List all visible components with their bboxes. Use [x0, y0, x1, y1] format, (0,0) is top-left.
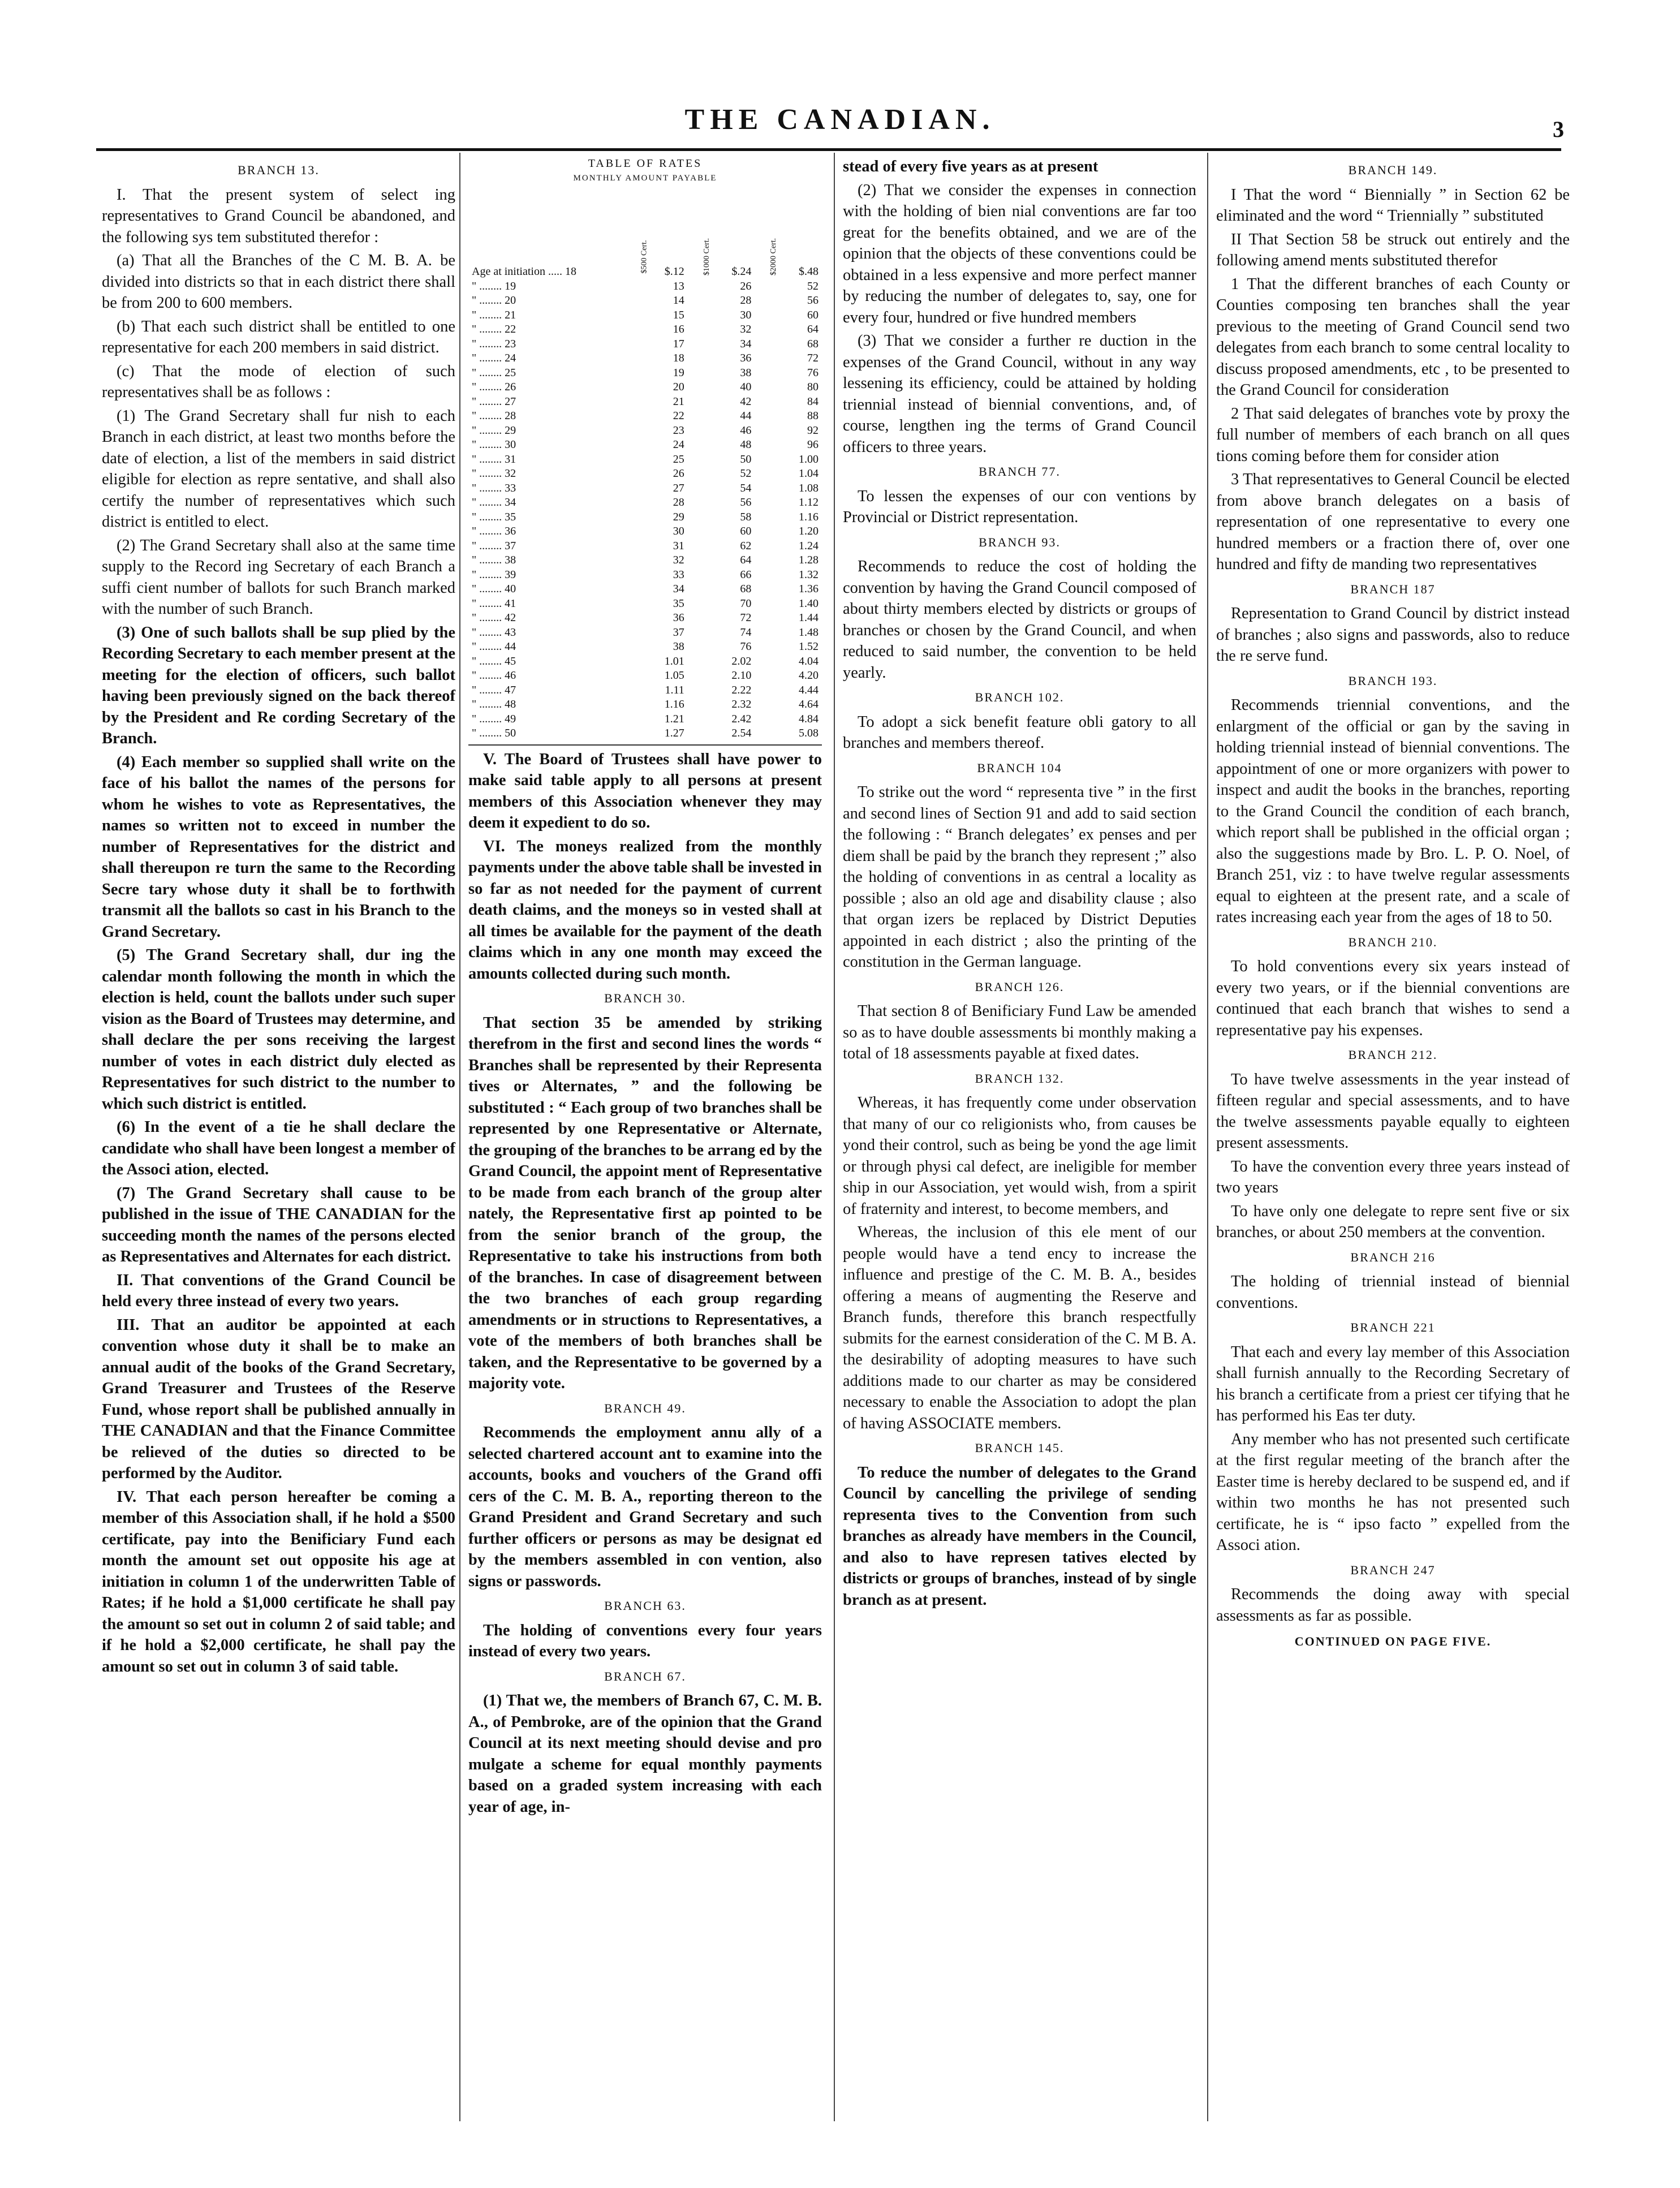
- table-cell: 72: [807, 352, 819, 364]
- table-cell: 42: [740, 395, 752, 408]
- table-row: [468, 467, 822, 481]
- column-1: [102, 156, 455, 1679]
- continued-note: CONTINUED ON PAGE FIVE.: [1294, 1634, 1492, 1648]
- paragraph: 2 That said delegates of branches vote by proxy the full number of members of each branch on all ques tions coming before them for consider ation: [1216, 404, 1570, 465]
- table-cell: 60: [807, 308, 819, 321]
- table-row: [468, 697, 822, 712]
- table-cell: 30: [673, 525, 684, 537]
- paragraph: II. That conventions of the Grand Council be held every three instead of every two years.: [102, 1271, 455, 1310]
- paragraph: Recommends to reduce the cost of holding the convention by having the Grand Council composed of about thirty members elected by districts or groups of branches or chosen by the Grand Council, and when reduced to said number, the convention to be held yearly.: [843, 558, 1196, 682]
- paragraph: That section 35 be amended by striking therefrom in the first and second lines the words “ Branches shall be represented by their Representa tives or Alternates, ” and the following be substituted : “ Each group of two branches shall be represented by one Representative or Alternate, the grouping of the branches to be arrang ed by the Grand Council, the appoint ment of Representative to be made from each branch of the group alter nately, the Representative first ap pointed to be from the senior branch of the group, the Representative to take his instructions from both of the branches. In case of disagreement between the two branches of each group regarding amendments or in structions to Representatives, a vote of the members of both branches shall be taken, and the Representative to be governed by a majority vote.: [468, 1014, 822, 1392]
- paragraph: IV. That each person hereafter be coming a member of this Association shall, if he hold a $500 certificate, pay into the Benificiary Fund each month the amount set out opposite his age at initiation in column 1 of the underwritten Table of Rates; if he hold a $1,000 certificate he shall pay the amount so set out in column 2 of said table; and if he hold a $2,000 certificate, he shall pay the amount so set out in column 3 of said table.: [102, 1488, 455, 1676]
- paragraph: I. That the present system of select ing representatives to Grand Council be abandoned, and the following sys tem substituted therefor :: [102, 186, 455, 246]
- table-cell: 60: [740, 525, 752, 537]
- age-label: Age at initiation ..... 18: [472, 265, 576, 278]
- table-cell: 4.44: [799, 683, 819, 696]
- table-cell: 1.04: [799, 467, 819, 480]
- paragraph: Representation to Grand Council by district instead of branches ; also signs and passwords, also to reduce the re serve fund.: [1216, 605, 1570, 665]
- table-cell: 33: [673, 568, 684, 581]
- column-2: [468, 156, 822, 1820]
- masthead-title: THE CANADIAN.: [684, 104, 996, 136]
- table-cell: 80: [807, 381, 819, 393]
- age-label: " ........ 28: [472, 410, 516, 422]
- table-row: [468, 395, 822, 410]
- age-label: " ........ 37: [472, 539, 516, 552]
- table-cell: 54: [740, 481, 752, 494]
- table-cell: 4.84: [799, 712, 819, 725]
- paragraph: (1) That we, the members of Branch 67, C. M. B. A., of Pembroke, are of the opinion that the Grand Council at its next meeting should devise and pro mulgate a scheme for equal monthly payments based on a graded system increasing with each year of age, in-: [468, 1692, 822, 1816]
- paragraph: (6) In the event of a tie he shall declare the candidate who shall have been longest a member of the Associ ation, elected.: [102, 1118, 455, 1178]
- section-heading: BRANCH 145.: [975, 1441, 1065, 1455]
- paragraph: To hold conventions every six years instead of every two years, or if the biennial conventions are continued that each branch that wishes to send a representative pay his expenses.: [1216, 958, 1570, 1039]
- column-3: [843, 156, 1196, 1613]
- age-label: " ........ 21: [472, 308, 516, 321]
- column-divider: [459, 153, 460, 2121]
- section-heading: BRANCH 102.: [975, 690, 1065, 704]
- table-cell: 30: [740, 308, 752, 321]
- table-row: [468, 279, 822, 294]
- table-cell: 36: [740, 352, 752, 364]
- section-heading: BRANCH 104: [977, 760, 1062, 775]
- table-cell: 64: [740, 554, 752, 566]
- table-row: [468, 553, 822, 568]
- paragraph: I That the word “ Biennially ” in Section 62 be eliminated and the word “ Triennially ” substituted: [1216, 186, 1570, 225]
- table-cell: 1.48: [799, 626, 819, 639]
- section-heading: BRANCH 93.: [979, 535, 1061, 549]
- table-cell: $.24: [731, 265, 752, 278]
- table-cell: 22: [673, 410, 684, 422]
- table-row: [468, 654, 822, 669]
- table-cell: 62: [740, 539, 752, 552]
- table-cell: 2.54: [731, 727, 752, 739]
- table-row: [468, 683, 822, 698]
- table-cell: 76: [807, 366, 819, 379]
- column-1-paragraphs: [102, 184, 455, 1678]
- table-cell: 1.28: [799, 554, 819, 566]
- section-heading: BRANCH 212.: [1348, 1048, 1438, 1062]
- table-row: [468, 626, 822, 640]
- paragraph: (a) That all the Branches of the C M. B. A. be divided into districts so that in each district there shall be from 200 to 600 members.: [102, 252, 455, 312]
- table-cell: 28: [673, 496, 684, 509]
- table-rule: [468, 744, 822, 746]
- age-label: " ........ 41: [472, 597, 516, 610]
- table-cell: 37: [673, 626, 684, 639]
- paragraph: (2) The Grand Secretary shall also at the same time supply to the Record ing Secretary of each Branch a suffi cient number of ballots for such Branch marked with the number of such Branch.: [102, 536, 455, 618]
- table-row: [468, 568, 822, 583]
- column-header: $1000 Cert.: [702, 238, 711, 276]
- section-heading: BRANCH 67.: [604, 1669, 686, 1683]
- table-row: [468, 424, 822, 438]
- rates-table: [468, 190, 822, 741]
- age-label: " ........ 38: [472, 554, 516, 566]
- section-heading: BRANCH 30.: [604, 991, 686, 1005]
- table-row: [468, 481, 822, 496]
- table-cell: 23: [673, 424, 684, 437]
- table-of-rates: [468, 156, 822, 746]
- paragraph: The holding of triennial instead of biennial conventions.: [1216, 1273, 1570, 1312]
- section-heading: BRANCH 221: [1350, 1320, 1436, 1334]
- table-cell: 1.40: [799, 597, 819, 610]
- paragraph: To have only one delegate to repre sent five or six branches, or about 250 members at the convention.: [1216, 1202, 1570, 1241]
- table-row: [468, 726, 822, 741]
- table-cell: 46: [740, 424, 752, 437]
- table-cell: 28: [740, 294, 752, 307]
- age-label: " ........ 19: [472, 279, 516, 292]
- table-cell: 72: [740, 611, 752, 624]
- table-cell: 2.32: [731, 698, 752, 710]
- paragraph: 1 That the different branches of each County or Counties composing ten branches shall the year previous to the meeting of Grand Council send two delegates from each branch to some central locality to discuss proposed amendments, etc , to be presented to the Grand Council for consideration: [1216, 275, 1570, 399]
- paragraph: V. The Board of Trustees shall have power to make said table apply to all persons at present members of this Association whenever they may deem it expedient to do so.: [468, 750, 822, 832]
- paragraph: III. That an auditor be appointed at each convention whose duty it shall be to make an annual audit of the books of the Grand Secretary, Grand Treasurer and Trustees of the Reserve Fund, whose report shall be published annually in THE CANADIAN and that the Finance Committee be relieved of the duties so directed to be performed by the Auditor.: [102, 1316, 455, 1482]
- table-cell: 76: [740, 640, 752, 653]
- section-heading: BRANCH 247: [1350, 1562, 1436, 1577]
- table-cell: 20: [673, 381, 684, 393]
- table-cell: 18: [673, 352, 684, 364]
- table-cell: 1.16: [664, 698, 684, 710]
- section-heading: BRANCH 63.: [604, 1599, 686, 1613]
- paragraph: The holding of conventions every four years instead of every two years.: [468, 1621, 822, 1660]
- section-heading: BRANCH 126.: [975, 979, 1065, 994]
- table-cell: 24: [673, 438, 684, 451]
- section-heading: BRANCH 187: [1350, 582, 1436, 596]
- paragraph: (5) The Grand Secretary shall, dur ing the calendar month following the month in which the election is held, count the ballots under such super vision as the Board of Trustees may determine, and shall declare the per sons receiving the largest number of votes in each district duly elected as Representatives for such district to the number to which such district is entitled.: [102, 946, 455, 1113]
- paragraph: (1) The Grand Secretary shall fur nish to each Branch in each district, at least two months before the date of election, a list of the members in said district eligible for election as repre sentative, and shall also certify the number of representatives which such district is entitled to elect.: [102, 407, 455, 531]
- age-label: " ........ 43: [472, 626, 516, 639]
- table-row: [468, 380, 822, 395]
- table-cell: 1.52: [799, 640, 819, 653]
- table-cell: 26: [740, 279, 752, 292]
- table-cell: 26: [673, 467, 684, 480]
- age-label: " ........ 25: [472, 366, 516, 379]
- table-cell: 56: [740, 496, 752, 509]
- table-cell: 1.44: [799, 611, 819, 624]
- paragraph: VI. The moneys realized from the monthly payments under the above table shall be invested in so far as not needed for the payment of current death claims, and the moneys so in vested shall at all times be available for the payment of the death claims which in any one month may exceed the amounts collected during such month.: [468, 837, 822, 983]
- table-cell: 52: [740, 467, 752, 480]
- table-row: [468, 524, 822, 539]
- column-divider: [834, 153, 835, 2121]
- paragraph: 3 That representatives to General Council be elected from above branch delegates on a basis of representation of one representative to every one hundred members or a fraction there of, over one hundred and fifty de manding two representatives: [1216, 471, 1570, 573]
- table-title: TABLE OF RATES: [588, 157, 703, 170]
- table-cell: 1.08: [799, 481, 819, 494]
- age-label: " ........ 32: [472, 467, 516, 480]
- paragraph: (3) One of such ballots shall be sup plied by the Recording Secretary to each member present at the meeting for the election of officers, such ballot having been previously signed on the back thereof by the President and Re cording Secretary of the Branch.: [102, 623, 455, 747]
- table-cell: 1.21: [664, 712, 684, 725]
- table-cell: 2.22: [731, 683, 752, 696]
- table-cell: 38: [740, 366, 752, 379]
- table-cell: 1.00: [799, 453, 819, 466]
- column-header: $2000 Cert.: [769, 238, 778, 276]
- age-label: " ........ 44: [472, 640, 516, 653]
- table-cell: 70: [740, 597, 752, 610]
- table-cell: 29: [673, 510, 684, 523]
- table-row: [468, 294, 822, 308]
- table-cell: 34: [740, 337, 752, 350]
- table-row: [468, 453, 822, 467]
- age-label: " ........ 40: [472, 583, 516, 595]
- table-row: [468, 496, 822, 510]
- table-cell: 1.05: [664, 669, 684, 682]
- table-cell: 2.42: [731, 712, 752, 725]
- age-label: " ........ 50: [472, 727, 516, 739]
- table-row: [468, 712, 822, 727]
- column-4: [1216, 156, 1570, 1652]
- paragraph: (2) That we consider the expenses in connection with the holding of bien nial conventions are far too great for the benefits obtained, and we are of the opinion that the objects of these conventions could be obtained in a less expensive and more perfect manner by reducing the number of delegates to, say, one for every four, hundred or five hundred members: [843, 181, 1196, 326]
- table-row: [468, 351, 822, 366]
- section-heading: BRANCH 210.: [1348, 934, 1438, 949]
- table-cell: 1.32: [799, 568, 819, 581]
- table-cell: 68: [740, 583, 752, 595]
- table-cell: 25: [673, 453, 684, 466]
- table-row: [468, 510, 822, 525]
- age-label: " ........ 46: [472, 669, 516, 682]
- table-cell: 44: [740, 410, 752, 422]
- table-row: [468, 669, 822, 683]
- paragraph: Recommends the employment annu ally of a selected chartered account ant to examine into the accounts, books and vouchers of the Grand offi cers of the C. M. B. A., reporting thereon to the Grand President and Grand Secretary and such further officers or persons as may be designat ed by the members assembled in con vention, also signs or passwords.: [468, 1424, 822, 1590]
- age-label: " ........ 34: [472, 496, 516, 509]
- paragraph: (c) That the mode of election of such representatives shall be as follows :: [102, 362, 455, 401]
- section-heading: BRANCH 216: [1350, 1250, 1436, 1264]
- table-cell: 27: [673, 481, 684, 494]
- table-cell: 5.08: [799, 727, 819, 739]
- table-cell: 1.24: [799, 539, 819, 552]
- table-cell: 1.01: [664, 654, 684, 667]
- age-label: " ........ 27: [472, 395, 516, 408]
- age-label: " ........ 24: [472, 352, 516, 364]
- table-cell: 96: [807, 438, 819, 451]
- table-cell: 58: [740, 510, 752, 523]
- table-row: [468, 366, 822, 381]
- table-subtitle: MONTHLY AMOUNT PAYABLE: [573, 174, 717, 183]
- paragraph: That each and every lay member of this Association shall furnish annually to the Recording Secretary of his branch a certificate from a priest cer tifying that he has performed his Eas ter duty.: [1216, 1343, 1570, 1424]
- paragraph: Whereas, the inclusion of this ele ment of our people would have a tend ency to increase the influence and prestige of the C. M. B. A., besides offering a means of augmenting the Reserve and Branch funds, therefore this branch respectfully submits for the earnest consideration of the C. M B. A. the desirability of adopting measures to have such additions made to our charter as may be considered necessary to enable the Association to adopt the plan of having ASSOCIATE members.: [843, 1224, 1196, 1432]
- paragraph: Any member who has not presented such certificate at the first regular meeting of the branch after the Easter time is hereby declared to be suspend ed, and if within two months he has not presented such certificate, he is “ ipso facto ” expelled from the Associ ation.: [1216, 1430, 1570, 1554]
- age-label: " ........ 20: [472, 294, 516, 307]
- table-row: [468, 409, 822, 424]
- age-label: " ........ 26: [472, 381, 516, 393]
- paragraph: (7) The Grand Secretary shall cause to be published in the issue of THE CANADIAN for the succeeding month the names of the persons elected as Representatives and Alternates for each district.: [102, 1184, 455, 1265]
- paragraph: To adopt a sick benefit feature obli gatory to all branches and members thereof.: [843, 713, 1196, 752]
- age-label: " ........ 31: [472, 453, 516, 466]
- table-cell: 21: [673, 395, 684, 408]
- table-cell: $.48: [799, 265, 819, 278]
- table-cell: 1.16: [799, 510, 819, 523]
- section-heading: BRANCH 193.: [1348, 673, 1438, 688]
- table-cell: 1.36: [799, 583, 819, 595]
- column-divider: [1207, 153, 1208, 2121]
- table-cell: 38: [673, 640, 684, 653]
- table-row: [468, 308, 822, 323]
- table-cell: 74: [740, 626, 752, 639]
- paragraph: (3) That we consider a further re duction in the expenses of the Grand Council, without in any way lessening its efficiency, could be attained by holding triennial instead of biennial conventions, and, of course, lengthen ing the terms of Grand Council officers to three years.: [843, 332, 1196, 456]
- page-number: 3: [1553, 117, 1564, 142]
- table-cell: 84: [807, 395, 819, 408]
- table-cell: 19: [673, 366, 684, 379]
- table-cell: 4.20: [799, 669, 819, 682]
- table-cell: 68: [807, 337, 819, 350]
- age-label: " ........ 48: [472, 698, 516, 710]
- table-cell: $.12: [664, 265, 684, 278]
- table-cell: 52: [807, 279, 819, 292]
- table-cell: 1.27: [664, 727, 684, 739]
- column-header: $500 Cert.: [640, 240, 649, 274]
- table-cell: 14: [673, 294, 684, 307]
- table-cell: 4.04: [799, 654, 819, 667]
- table-cell: 64: [807, 323, 819, 335]
- table-cell: 35: [673, 597, 684, 610]
- table-row: [468, 640, 822, 654]
- table-cell: 15: [673, 308, 684, 321]
- age-label: " ........ 47: [472, 683, 516, 696]
- section-heading: BRANCH 13.: [238, 163, 320, 177]
- table-cell: 13: [673, 279, 684, 292]
- table-cell: 2.02: [731, 654, 752, 667]
- paragraph: To have the convention every three years instead of two years: [1216, 1157, 1570, 1196]
- paragraph: stead of every five years as at present: [843, 158, 1099, 175]
- section-heading: BRANCH 77.: [979, 464, 1061, 479]
- age-label: " ........ 42: [472, 611, 516, 624]
- age-label: " ........ 33: [472, 481, 516, 494]
- table-cell: 1.20: [799, 525, 819, 537]
- table-row: [468, 322, 822, 337]
- table-cell: 17: [673, 337, 684, 350]
- table-cell: 31: [673, 539, 684, 552]
- age-label: " ........ 45: [472, 654, 516, 667]
- age-label: " ........ 29: [472, 424, 516, 437]
- table-cell: 16: [673, 323, 684, 335]
- paragraph: Recommends the doing away with special assessments as far as possible.: [1216, 1586, 1570, 1625]
- age-label: " ........ 49: [472, 712, 516, 725]
- table-row: [468, 582, 822, 597]
- paragraph: To have twelve assessments in the year instead of fifteen regular and special assessments, and to have the twelve assessments payable equally to eighteen present assessments.: [1216, 1070, 1570, 1152]
- table-cell: 4.64: [799, 698, 819, 710]
- table-row: [468, 597, 822, 611]
- table-cell: 32: [673, 554, 684, 566]
- paragraph: Whereas, it has frequently come under observation that many of our co religionists who, from causes be yond their control, such as being be yond the age limit or through physi cal defect, are ineligible for member ship in our Association, yet would wish, from a spirit of fraternity and interest, to become members, and: [843, 1094, 1196, 1218]
- age-label: " ........ 22: [472, 323, 516, 335]
- section-heading: BRANCH 49.: [604, 1401, 686, 1415]
- paragraph: To lessen the expenses of our con ventions by Provincial or District representation.: [843, 487, 1196, 526]
- table-cell: 1.12: [799, 496, 819, 509]
- table-cell: 88: [807, 410, 819, 422]
- table-cell: 40: [740, 381, 752, 393]
- table-cell: 34: [673, 583, 684, 595]
- age-label: " ........ 39: [472, 568, 516, 581]
- table-row: [468, 337, 822, 352]
- paragraph: That section 8 of Benificiary Fund Law be amended so as to have double assessments bi monthly making a total of 18 assessments payable at fixed dates.: [843, 1002, 1196, 1062]
- paragraph: (4) Each member so supplied shall write on the face of his ballot the names of the persons for whom he wishes to vote as Representatives, the names so written not to exceed in number the number of Representatives for the district and shall thereupon re turn the same to the Recording Secre tary whose duty it shall be to forthwith transmit all the ballots so cast in his Branch to the Grand Secretary.: [102, 753, 455, 941]
- table-cell: 56: [807, 294, 819, 307]
- masthead-rule: [96, 148, 1561, 151]
- table-cell: 92: [807, 424, 819, 437]
- table-row: [468, 438, 822, 453]
- table-row: [468, 539, 822, 554]
- age-label: " ........ 36: [472, 525, 516, 537]
- table-cell: 66: [740, 568, 752, 581]
- table-cell: 2.10: [731, 669, 752, 682]
- age-label: " ........ 23: [472, 337, 516, 350]
- table-cell: 50: [740, 453, 752, 466]
- table-cell: 1.11: [665, 683, 684, 696]
- table-row: [468, 611, 822, 626]
- table-cell: 36: [673, 611, 684, 624]
- section-heading: BRANCH 149.: [1348, 163, 1438, 177]
- age-label: " ........ 30: [472, 438, 516, 451]
- paragraph: Recommends triennial conventions, and the enlargment of the official or gan by the saving in holding triennial instead of biennial conventions. The appointment of one or more organizers with power to inspect and audit the books in the branches, reporting to the Grand Council the condition of each branch, which report shall be published in the official organ ; also the suggestions made by Bro. L. P. O. Noel, of Branch 251, viz : to have twelve regular assessments equal to eighteen at the present rate, and a scale of rates increasing each year from the ages of 18 to 50.: [1216, 696, 1570, 926]
- section-heading: BRANCH 132.: [975, 1071, 1065, 1086]
- paragraph: (b) That each such district shall be entitled to one representative for each 200 members in said district.: [102, 317, 455, 356]
- table-cell: 48: [740, 438, 752, 451]
- paragraph: II That Section 58 be struck out entirely and the following amend ments substituted therefor: [1216, 230, 1570, 269]
- age-label: " ........ 35: [472, 510, 516, 523]
- paragraph: To strike out the word “ representa tive ” in the first and second lines of Section 91 and add to said section the following : “ Branch delegates’ ex penses and per diem shall be paid by the branch they represent ;” also the holding of conventions in as central a locality as possible ; also an old age and disability clause ; also that organ izers be replaced by District Deputies appointed in each district ; also the printing of the constitution in the German language.: [843, 783, 1196, 971]
- table-cell: 32: [740, 323, 752, 335]
- paragraph: To reduce the number of delegates to the Grand Council by cancelling the privilege of sending representa tives to the Convention from such branches as already have members in the Council, and also to have represen tatives elected by districts or groups of branches, instead of by single branch as at present.: [843, 1463, 1196, 1609]
